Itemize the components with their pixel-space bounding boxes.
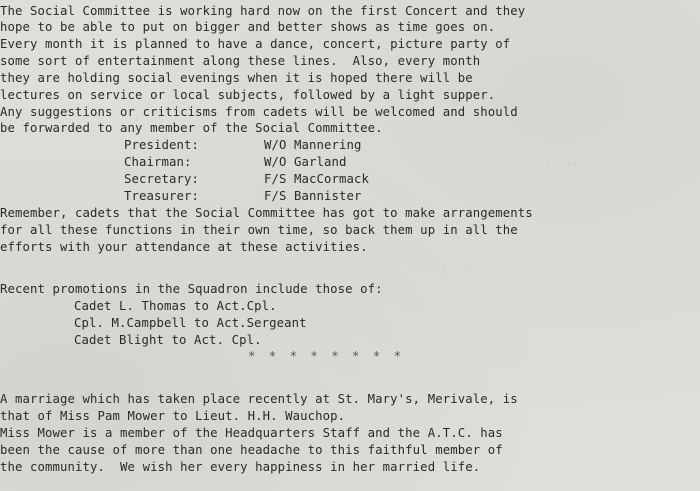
promotion-item: Cpl. M.Campbell to Act.Sergeant bbox=[74, 316, 307, 330]
remember-line: efforts with your attendance at these activities. bbox=[0, 240, 368, 254]
marriage-line: the community. We wish her every happiness in her married life. bbox=[0, 460, 481, 474]
bleed-through-mark: . . . . bbox=[420, 262, 469, 272]
officer-role: Chairman: bbox=[124, 155, 192, 169]
marriage-line: Miss Mower is a member of the Headquarters Staff and the A.T.C. has bbox=[0, 426, 503, 440]
officer-name: F/S MacCormack bbox=[264, 172, 370, 186]
promotion-item: Cadet Blight to Act. Cpl. bbox=[74, 333, 262, 347]
remember-line: Remember, cadets that the Social Committee has got to make arrangements bbox=[0, 206, 533, 220]
committee-line: hope to be able to put on bigger and better shows as time goes on. bbox=[0, 20, 496, 34]
committee-line: Any suggestions or criticisms from cadets will be welcomed and should bbox=[0, 105, 518, 119]
marriage-line: been the cause of more than one headache to this faithful member of bbox=[0, 443, 503, 457]
remember-line: for all these functions in their own time, so back them up in all the bbox=[0, 223, 518, 237]
bleed-through-mark: . . .. bbox=[30, 300, 79, 310]
officer-role: Secretary: bbox=[124, 172, 200, 186]
marriage-line: that of Miss Pam Mower to Lieut. H.H. Wauchop. bbox=[0, 409, 346, 423]
officer-role: Treasurer: bbox=[124, 189, 200, 203]
marriage-line: A marriage which has taken place recently at St. Mary's, Merivale, is bbox=[0, 392, 518, 406]
officer-role: President: bbox=[124, 138, 200, 152]
bleed-through-mark: . . . bbox=[560, 176, 593, 186]
promotion-item: Cadet L. Thomas to Act.Cpl. bbox=[74, 299, 277, 313]
officer-name: F/S Bannister bbox=[264, 189, 362, 203]
officer-name: W/O Garland bbox=[264, 155, 347, 169]
officer-name: W/O Mannering bbox=[264, 138, 362, 152]
promotions-intro: Recent promotions in the Squadron include those of: bbox=[0, 282, 383, 296]
committee-line: The Social Committee is working hard now on the first Concert and they bbox=[0, 4, 526, 18]
bleed-through-mark: . . . bbox=[20, 380, 58, 390]
section-divider: * * * * * * * * bbox=[248, 349, 405, 363]
committee-line: be forwarded to any member of the Social Committee. bbox=[0, 121, 383, 135]
committee-line: Every month it is planned to have a dance, concert, picture party of bbox=[0, 37, 511, 51]
committee-line: some sort of entertainment along these lines. Also, every month bbox=[0, 54, 481, 68]
committee-line: lectures on service or local subjects, followed by a light supper. bbox=[0, 88, 496, 102]
committee-line: they are holding social evenings when it is hoped there will be bbox=[0, 71, 473, 85]
bleed-through-mark: .. . .. .. bbox=[540, 158, 616, 168]
